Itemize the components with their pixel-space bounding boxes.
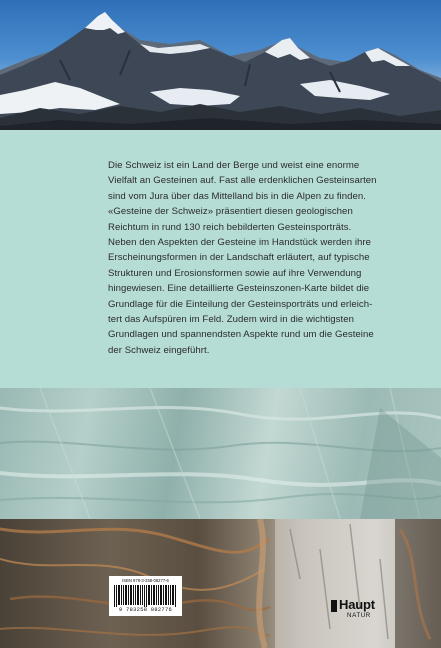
- marble-texture-photo: [0, 388, 441, 519]
- blurb-line: «Gesteine der Schweiz» präsentiert diesen geologischen: [108, 206, 353, 218]
- publisher-mark-icon: [331, 600, 337, 612]
- barcode-bars: [114, 585, 177, 607]
- description-text: [108, 158, 424, 358]
- blurb-line: Reichtum in rund 130 reich bebilderten Gesteinsporträts.: [108, 221, 352, 233]
- blurb-line: Grundlage für die Einteilung der Gesteinsporträts und erleich-: [108, 298, 373, 310]
- mountain-photo: [0, 0, 441, 130]
- blurb-line: Vielfalt an Gesteinen auf. Fast alle erdenklichen Gesteinsarten: [108, 175, 377, 187]
- blurb-line: tert das Aufspüren im Feld. Zudem wird in die wichtigsten: [108, 314, 354, 326]
- blurb-line: hingewiesen. Eine detaillierte Gesteinszonen-Karte bildet die: [108, 283, 370, 295]
- blurb-line: sind vom Jura über das Mittelland bis in die Alpen zu finden.: [108, 190, 366, 202]
- blurb-line: der Schweiz eingeführt.: [108, 344, 210, 356]
- publisher-logo: [331, 595, 391, 631]
- blurb-line: Die Schweiz ist ein Land der Berge und weist eine enorme: [108, 160, 360, 171]
- isbn-label: ISBN 978-3-258-08277-6: [122, 578, 169, 583]
- blurb-line: Neben den Aspekten der Gesteine im Handstück werden ihre: [108, 237, 372, 249]
- mountain-illustration: [0, 0, 441, 130]
- blurb-line: Strukturen und Erosionsformen sowie auf ihre Verwendung: [108, 267, 362, 279]
- blurb-line: Erscheinungsformen in der Landschaft erläutert, auf typische: [108, 252, 370, 264]
- blurb-line: Grundlagen und spannendsten Aspekte rund um die Gesteine: [108, 329, 374, 341]
- publisher-imprint: NATUR: [347, 612, 371, 619]
- publisher-name: Haupt: [339, 597, 375, 612]
- marble-texture: [0, 388, 441, 519]
- barcode-label: [109, 576, 182, 616]
- barcode-digits: 9 783258 082776: [118, 607, 173, 613]
